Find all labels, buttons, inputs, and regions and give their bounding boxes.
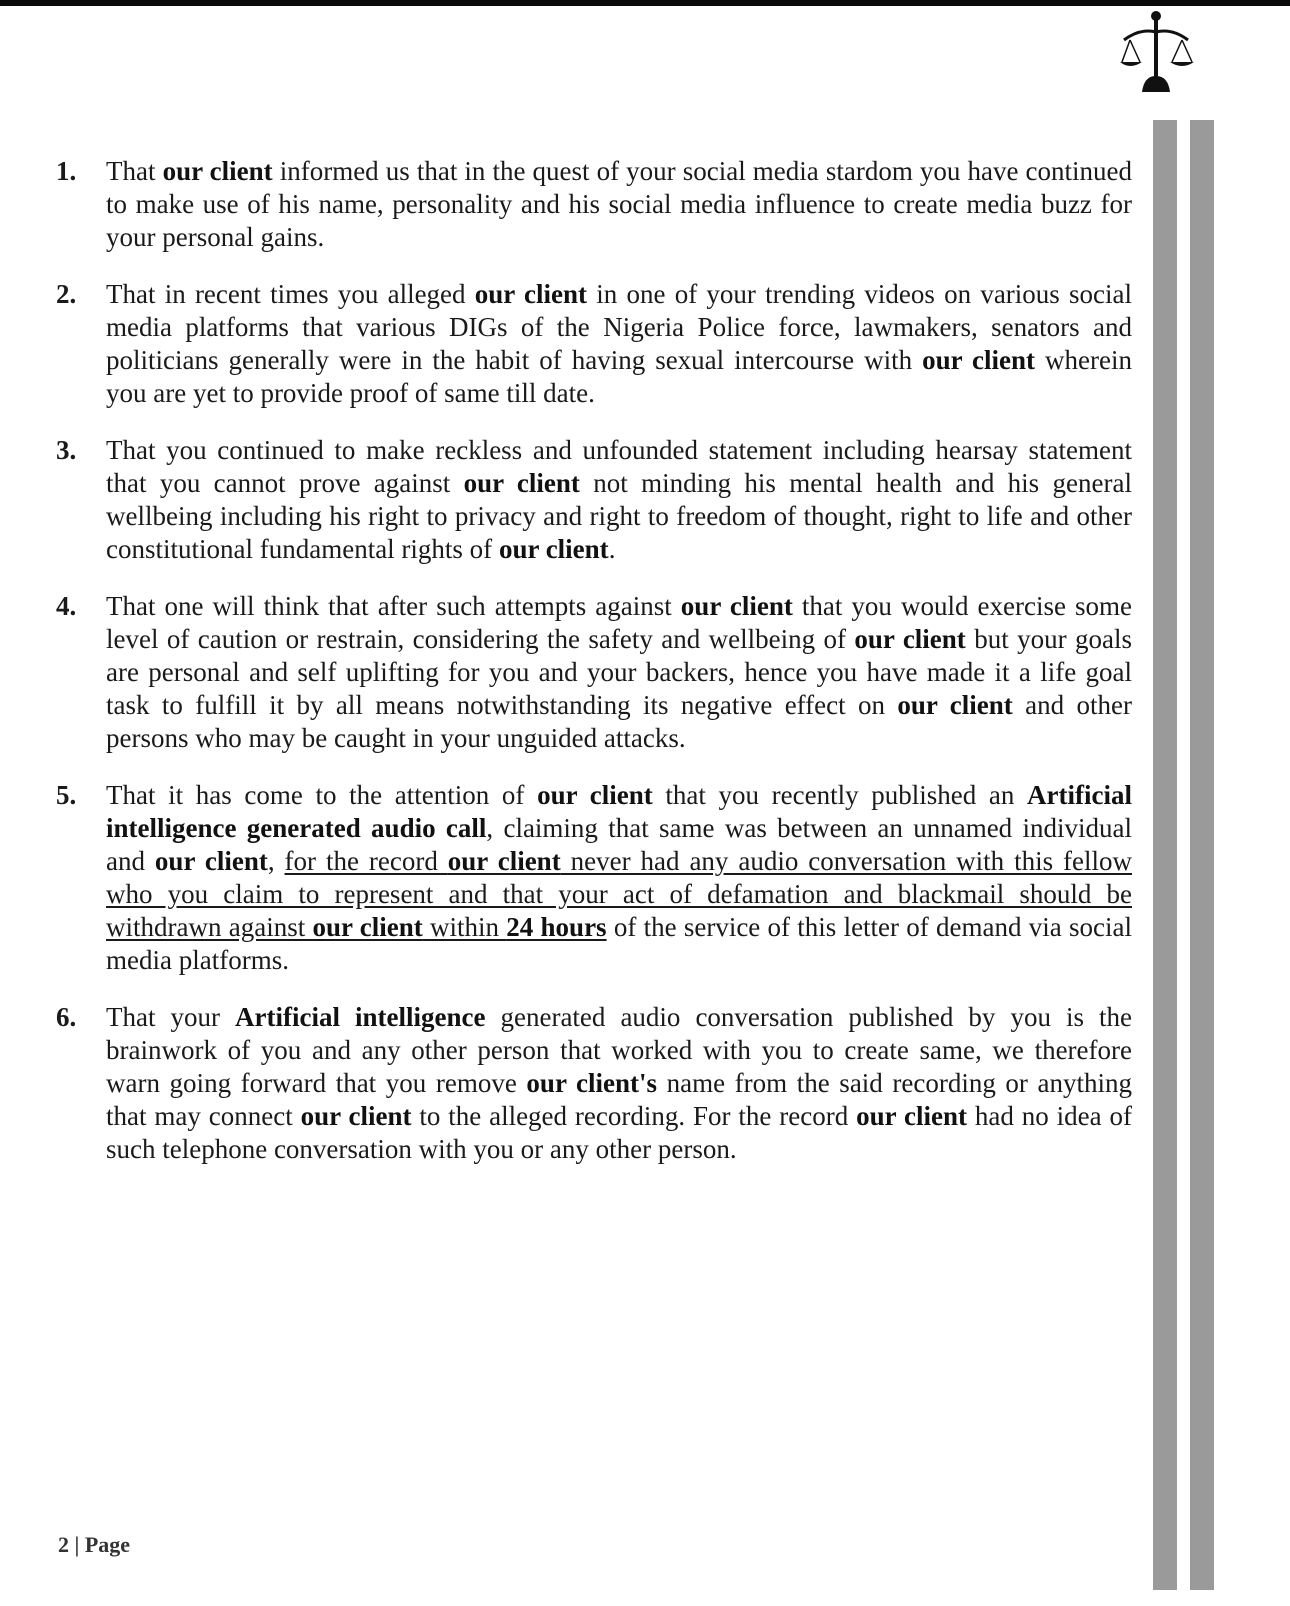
- list-item: [56, 155, 1132, 254]
- item-number: 5.: [56, 780, 77, 810]
- item-text: That one will think that after such attempts against our client that you would exercise some level of caution or restrain, considering the safety and wellbeing of our client but your goals are personal and self uplifting for you and your backers, hence you have made it a life goal task to fulfill it by all means notwithstanding its negative effect on our client and other persons who may be caught in your unguided attacks.: [106, 591, 1132, 753]
- item-text: That it has come to the attention of our client that you recently published an Artificial intelligence generated audio call, claiming that same was between an unnamed individual and our client, for the record our client never had any audio conversation with this fellow who you claim to represent and that your act of defamation and blackmail should be withdrawn against our client within 24 hours of the service of this letter of demand via social media platforms.: [106, 780, 1133, 975]
- list-item: [56, 434, 1132, 566]
- item-number: 4.: [56, 591, 77, 621]
- top-border: [0, 0, 1290, 6]
- item-text: That your Artificial intelligence generated audio conversation published by you is the brainwork of you and any other person that worked with you to create same, we therefore warn going forward that you remove our client's name from the said recording or anything that may connect our client to the alleged recording. For the record our client had no idea of such telephone conversation with you or any other person.: [106, 1002, 1132, 1164]
- item-text: That you continued to make reckless and unfounded statement including hearsay statement that you cannot prove against our client not minding his mental health and his general wellbeing including his right to privacy and right to freedom of thought, right to life and other constitutional fundamental rights of our client.: [106, 435, 1132, 564]
- letter-body: [56, 155, 1132, 1190]
- item-number: 6.: [56, 1002, 77, 1032]
- item-number: 3.: [56, 435, 77, 465]
- decorative-bar-right: [1190, 120, 1214, 1590]
- list-item: [56, 1001, 1132, 1166]
- item-number: 2.: [56, 279, 77, 309]
- list-item: [56, 278, 1132, 410]
- scales-of-justice-icon: [1120, 10, 1240, 115]
- item-text: That our client informed us that in the quest of your social media stardom you have continued to make use of his name, personality and his social media influence to create media buzz for your personal gains.: [106, 156, 1132, 252]
- item-number: 1.: [56, 156, 77, 186]
- list-item: [56, 779, 1132, 977]
- list-item: [56, 590, 1132, 755]
- page-number: 2 | Page: [58, 1532, 131, 1557]
- item-text: That in recent times you alleged our client in one of your trending videos on various social media platforms that various DIGs of the Nigeria Police force, lawmakers, senators and politicians generally were in the habit of having sexual intercourse with our client wherein you are yet to provide proof of same till date.: [106, 279, 1133, 408]
- decorative-bar-left: [1153, 120, 1177, 1590]
